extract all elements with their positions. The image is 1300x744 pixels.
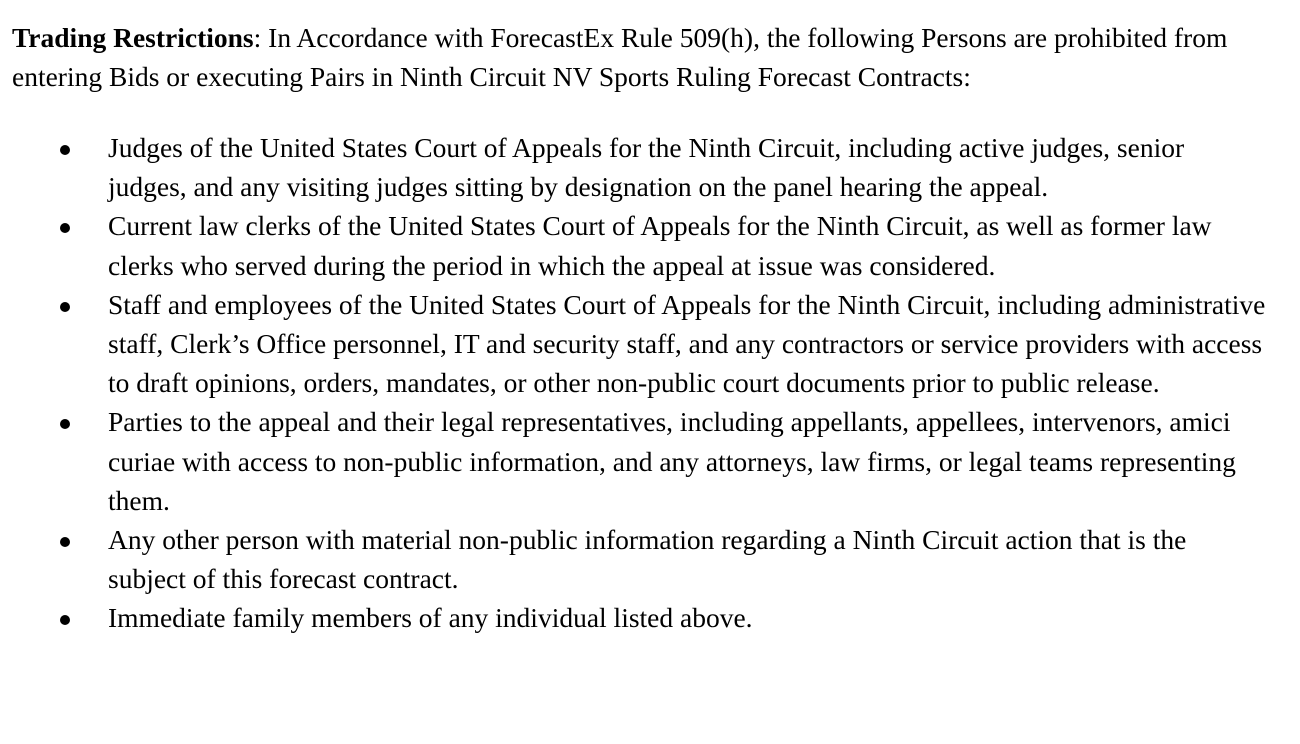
list-item-text: Staff and employees of the United States Court of Appeals for the Ninth Circuit, including administrative staff, Clerk’s Office personnel, IT and security staff, and any contractors or service providers with access to draft opinions, orders, mandates, or other non-public court documents prior to public release.: [108, 288, 1266, 399]
restricted-persons-list: [12, 128, 1268, 638]
list-item-text: Parties to the appeal and their legal representatives, including appellants, appellees, intervenors, amici curiae with access to non-public information, and any attorneys, law firms, or legal teams representing them.: [108, 406, 1236, 516]
list-item: [12, 402, 1268, 520]
list-item: [12, 520, 1268, 598]
intro-paragraph: [12, 18, 1268, 96]
bullet-icon: [60, 223, 70, 233]
intro-text: : In Accordance with ForecastEx Rule 509(h), the following Persons are prohibited from entering Bids or executing Pairs in Ninth Circuit NV Sports Ruling Forecast Contracts:: [12, 22, 1228, 92]
list-item-text: Judges of the United States Court of Appeals for the Ninth Circuit, including active judges, senior judges, and any visiting judges sitting by designation on the panel hearing the appeal.: [108, 132, 1185, 203]
list-item-text: Any other person with material non-public information regarding a Ninth Circuit action that is the subject of this forecast contract.: [108, 524, 1187, 595]
list-item: [12, 128, 1268, 206]
list-item-text: Current law clerks of the United States Court of Appeals for the Ninth Circuit, as well as former law clerks who served during the period in which the appeal at issue was considered.: [108, 210, 1212, 281]
bullet-icon: [60, 145, 70, 155]
bullet-icon: [60, 419, 70, 429]
list-item-text: Immediate family members of any individual listed above.: [108, 602, 753, 634]
bullet-icon: [60, 302, 70, 312]
list-item: [12, 206, 1268, 284]
list-item: [12, 285, 1268, 403]
bullet-icon: [60, 537, 70, 547]
section-label: Trading Restrictions: [12, 22, 254, 53]
list-item: [12, 598, 1268, 637]
bullet-icon: [60, 615, 70, 625]
